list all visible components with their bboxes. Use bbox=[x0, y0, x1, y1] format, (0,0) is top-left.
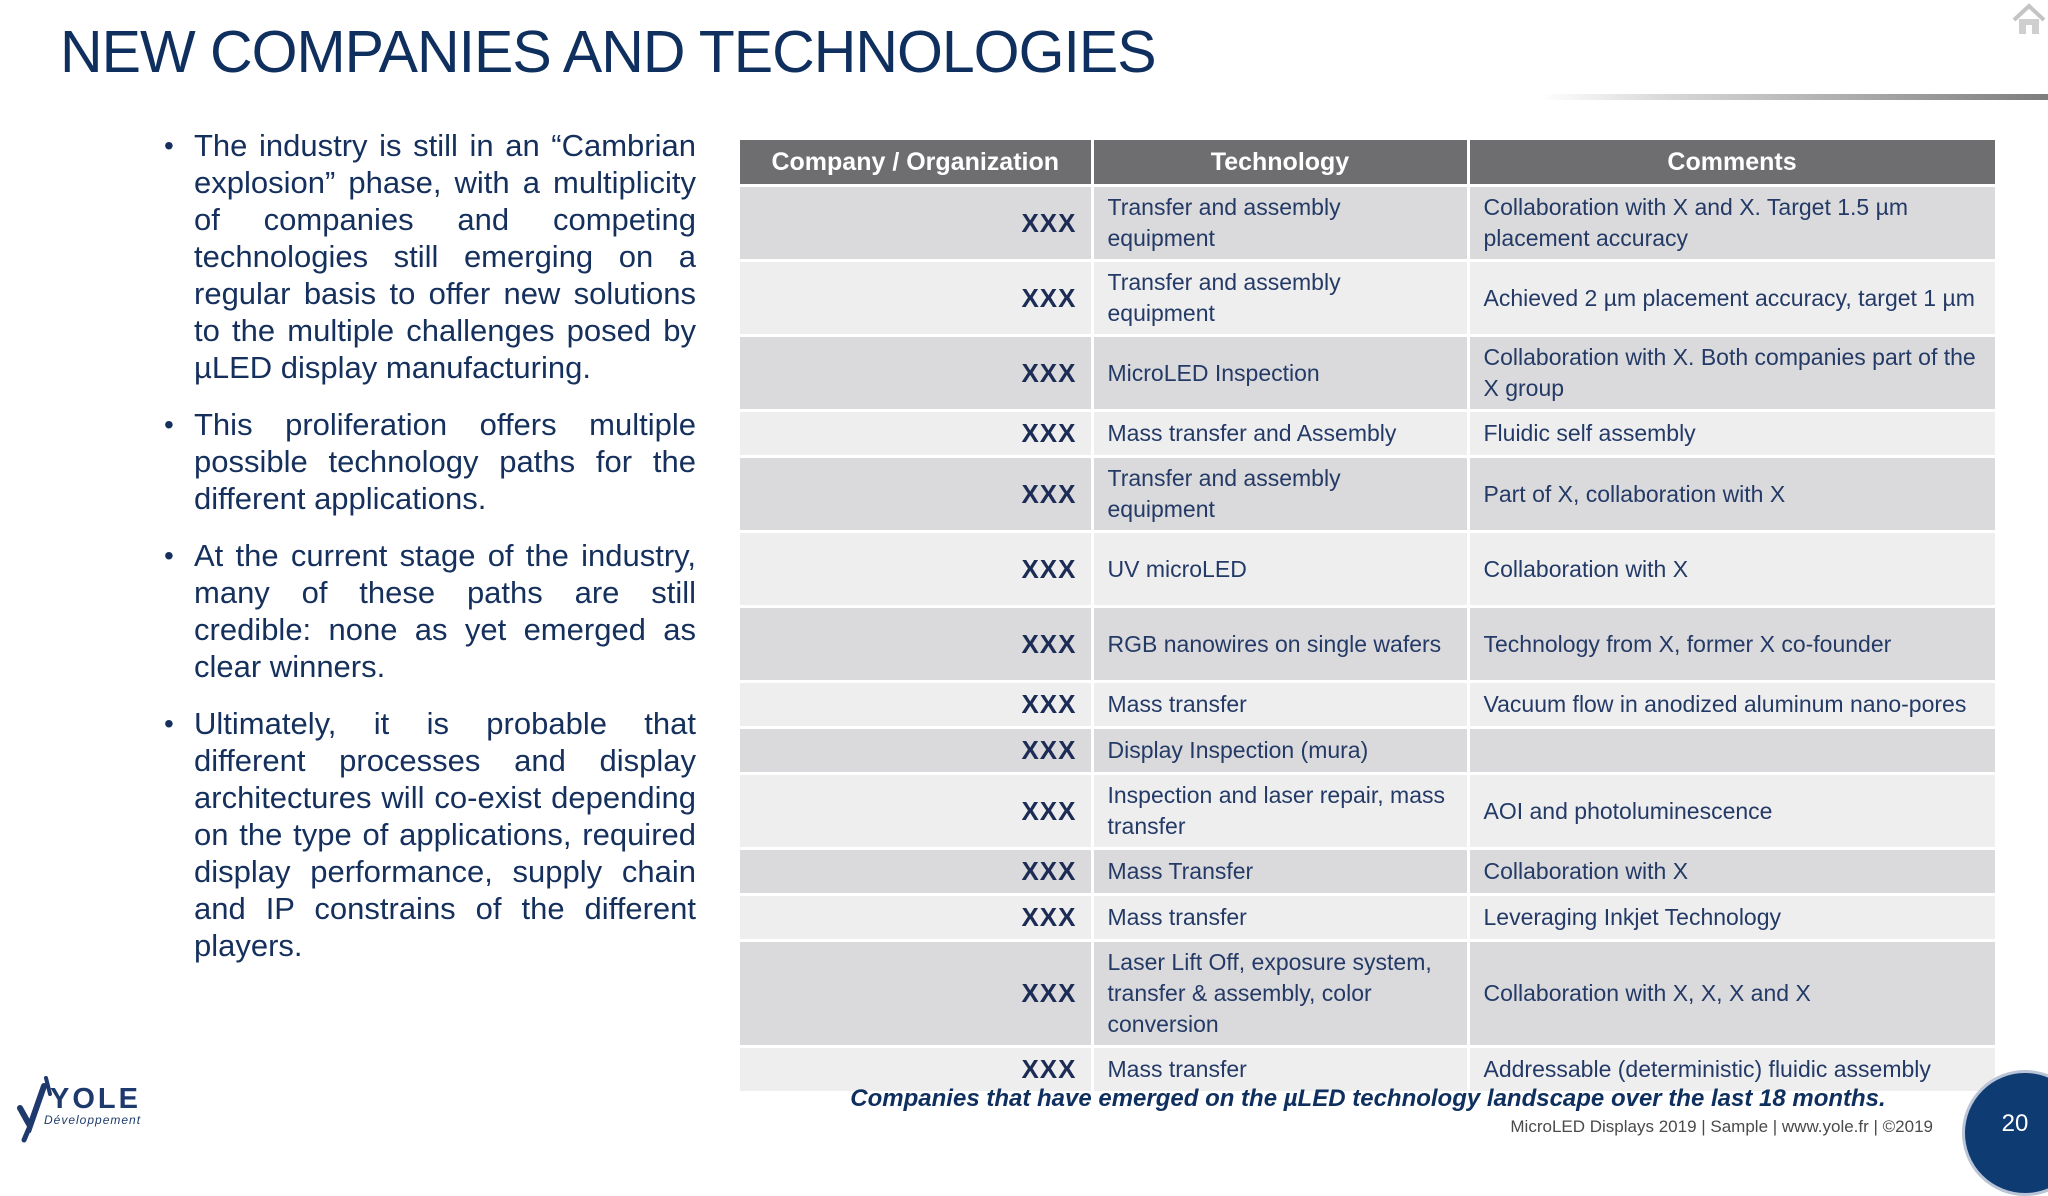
cell-technology: Laser Lift Off, exposure system, transfer & assembly, color conversion bbox=[1092, 941, 1468, 1047]
cell-technology: RGB nanowires on single wafers bbox=[1092, 607, 1468, 682]
cell-technology: Inspection and laser repair, mass transfer bbox=[1092, 774, 1468, 849]
cell-company: XXX bbox=[740, 728, 1092, 774]
cell-company: XXX bbox=[740, 849, 1092, 895]
cell-company: XXX bbox=[740, 1047, 1092, 1093]
title-divider bbox=[1540, 94, 2048, 100]
bullet-dot-icon: • bbox=[164, 130, 174, 161]
cell-company: XXX bbox=[740, 774, 1092, 849]
cell-company: XXX bbox=[740, 532, 1092, 607]
bullet-dot-icon: • bbox=[164, 708, 174, 739]
header-technology: Technology bbox=[1092, 140, 1468, 186]
cell-technology: MicroLED Inspection bbox=[1092, 336, 1468, 411]
bullet-text: This proliferation offers multiple possible technology paths for the different applications. bbox=[194, 407, 696, 516]
cell-comments: Part of X, collaboration with X bbox=[1468, 457, 1996, 532]
cell-company: XXX bbox=[740, 682, 1092, 728]
logo-subtitle: Développement bbox=[44, 1113, 142, 1127]
bullet-item bbox=[160, 537, 696, 685]
bullet-dot-icon: • bbox=[164, 409, 174, 440]
cell-comments bbox=[1468, 728, 1996, 774]
companies-table bbox=[740, 140, 1998, 1094]
header-comments: Comments bbox=[1468, 140, 1996, 186]
cell-company: XXX bbox=[740, 457, 1092, 532]
cell-comments: Achieved 2 µm placement accuracy, target 1 µm bbox=[1468, 261, 1996, 336]
table-row bbox=[740, 186, 1996, 261]
table-row bbox=[740, 457, 1996, 532]
table-row bbox=[740, 849, 1996, 895]
cell-comments: Vacuum flow in anodized aluminum nano-pores bbox=[1468, 682, 1996, 728]
table-row bbox=[740, 411, 1996, 457]
cell-technology: UV microLED bbox=[1092, 532, 1468, 607]
table-row bbox=[740, 261, 1996, 336]
cell-comments: Collaboration with X. Both companies part of the X group bbox=[1468, 336, 1996, 411]
cell-technology: Mass transfer bbox=[1092, 682, 1468, 728]
table-row bbox=[740, 607, 1996, 682]
table-row bbox=[740, 774, 1996, 849]
bullet-text: The industry is still in an “Cambrian explosion” phase, with a multiplicity of companies and competing technologies still emerging on a regular basis to offer new solutions to the multiple challenges posed by µLED display manufacturing. bbox=[194, 128, 696, 385]
cell-technology: Transfer and assembly equipment bbox=[1092, 261, 1468, 336]
cell-company: XXX bbox=[740, 186, 1092, 261]
footer-text: MicroLED Displays 2019 | Sample | www.yole.fr | ©2019 bbox=[1510, 1117, 1933, 1136]
slide-title: NEW COMPANIES AND TECHNOLOGIES bbox=[60, 19, 1156, 85]
cell-technology: Mass transfer bbox=[1092, 895, 1468, 941]
cell-comments: Fluidic self assembly bbox=[1468, 411, 1996, 457]
cell-comments: AOI and photoluminescence bbox=[1468, 774, 1996, 849]
cell-company: XXX bbox=[740, 607, 1092, 682]
cell-comments: Addressable (deterministic) fluidic assembly bbox=[1468, 1047, 1996, 1093]
page-number: 20 bbox=[2001, 1110, 2029, 1137]
header-company: Company / Organization bbox=[740, 140, 1092, 186]
cell-technology: Mass transfer and Assembly bbox=[1092, 411, 1468, 457]
cell-company: XXX bbox=[740, 261, 1092, 336]
cell-company: XXX bbox=[740, 895, 1092, 941]
cell-comments: Collaboration with X and X. Target 1.5 µm placement accuracy bbox=[1468, 186, 1996, 261]
table-caption: Companies that have emerged on the µLED technology landscape over the last 18 months. bbox=[850, 1085, 1886, 1112]
bullet-text: At the current stage of the industry, many of these paths are still credible: none as yet emerged as clear winners. bbox=[194, 538, 696, 684]
bullet-item bbox=[160, 406, 696, 517]
cell-comments: Collaboration with X bbox=[1468, 849, 1996, 895]
table-row bbox=[740, 895, 1996, 941]
cell-technology: Mass transfer bbox=[1092, 1047, 1468, 1093]
table-row bbox=[740, 728, 1996, 774]
cell-comments: Technology from X, former X co-founder bbox=[1468, 607, 1996, 682]
bullet-text: Ultimately, it is probable that different processes and display architectures will co-exist depending on the type of applications, required display performance, supply chain and IP constrains of the different players. bbox=[194, 706, 696, 963]
cell-comments: Leveraging Inkjet Technology bbox=[1468, 895, 1996, 941]
cell-technology: Transfer and assembly equipment bbox=[1092, 457, 1468, 532]
cell-comments: Collaboration with X, X, X and X bbox=[1468, 941, 1996, 1047]
cell-technology: Transfer and assembly equipment bbox=[1092, 186, 1468, 261]
bullet-list bbox=[160, 127, 696, 984]
cell-technology: Display Inspection (mura) bbox=[1092, 728, 1468, 774]
cell-technology: Mass Transfer bbox=[1092, 849, 1468, 895]
cell-company: XXX bbox=[740, 941, 1092, 1047]
cell-company: XXX bbox=[740, 336, 1092, 411]
bullet-item bbox=[160, 127, 696, 386]
home-icon[interactable] bbox=[2010, 0, 2048, 38]
cell-comments: Collaboration with X bbox=[1468, 532, 1996, 607]
table-row bbox=[740, 532, 1996, 607]
logo-word: YOLE bbox=[50, 1083, 141, 1115]
cell-company: XXX bbox=[740, 411, 1092, 457]
table-row bbox=[740, 682, 1996, 728]
table-row bbox=[740, 941, 1996, 1047]
bullet-dot-icon: • bbox=[164, 540, 174, 571]
table-header-row bbox=[740, 140, 1996, 186]
bullet-item bbox=[160, 705, 696, 964]
table-row bbox=[740, 336, 1996, 411]
